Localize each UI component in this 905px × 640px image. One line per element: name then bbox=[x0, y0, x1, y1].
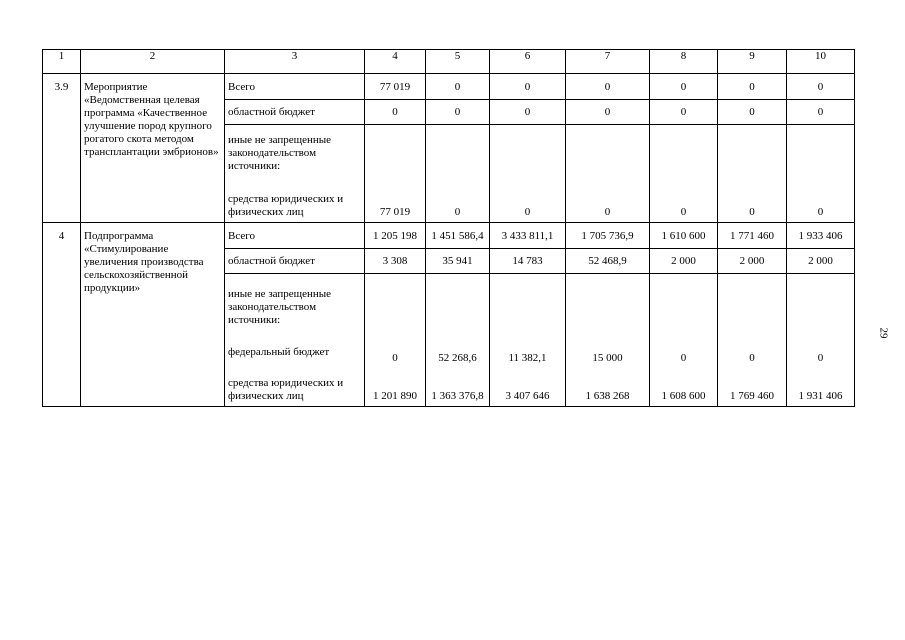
value-cell: 0 bbox=[718, 74, 787, 100]
value-cell: 52 468,9 bbox=[566, 249, 650, 274]
value-federal: 0 bbox=[392, 352, 398, 364]
header-cell: 9 bbox=[718, 50, 787, 74]
row-id: 4 bbox=[43, 223, 81, 407]
value-legal: 1 769 460 bbox=[730, 390, 774, 402]
value-federal: 52 268,6 bbox=[438, 352, 477, 364]
value-cell: 0 bbox=[566, 100, 650, 125]
value-cell bbox=[365, 274, 426, 407]
value-cell: 0 bbox=[650, 74, 718, 100]
row-name: Подпрограмма «Стимулирование увеличения производства сельскохозяйственной продукции» bbox=[81, 223, 225, 407]
value-cell: 1 771 460 bbox=[718, 223, 787, 249]
value-cell: 3 308 bbox=[365, 249, 426, 274]
value-cell: 0 bbox=[787, 125, 855, 223]
value-cell: 0 bbox=[426, 74, 490, 100]
source-label: областной бюджет bbox=[225, 100, 365, 125]
budget-table bbox=[42, 49, 855, 407]
value-legal: 1 638 268 bbox=[585, 390, 630, 402]
value-legal: 3 407 646 bbox=[505, 390, 550, 402]
value-cell: 0 bbox=[426, 100, 490, 125]
value-federal: 11 382,1 bbox=[508, 352, 547, 364]
value-federal: 15 000 bbox=[592, 352, 623, 364]
value-cell: 77 019 bbox=[365, 74, 426, 100]
value-cell bbox=[718, 274, 787, 407]
value-federal: 0 bbox=[749, 352, 755, 364]
header-cell: 6 bbox=[490, 50, 566, 74]
value-cell: 2 000 bbox=[718, 249, 787, 274]
table-row bbox=[43, 223, 855, 249]
value-cell: 0 bbox=[490, 100, 566, 125]
value-legal: 1 931 406 bbox=[798, 390, 843, 402]
value-cell: 3 433 811,1 bbox=[490, 223, 566, 249]
value-cell: 77 019 bbox=[365, 125, 426, 223]
table-row bbox=[43, 74, 855, 100]
source-label: Всего bbox=[225, 74, 365, 100]
header-cell: 8 bbox=[650, 50, 718, 74]
header-cell: 1 bbox=[43, 50, 81, 74]
value-cell: 14 783 bbox=[490, 249, 566, 274]
value-cell: 0 bbox=[718, 100, 787, 125]
header-cell: 7 bbox=[566, 50, 650, 74]
source-cell bbox=[225, 125, 365, 223]
source-label: областной бюджет bbox=[225, 249, 365, 274]
value-cell bbox=[787, 274, 855, 407]
value-cell: 0 bbox=[365, 100, 426, 125]
header-cell: 3 bbox=[225, 50, 365, 74]
value-cell: 1 705 736,9 bbox=[566, 223, 650, 249]
source-label: иные не запрещенные законодательством источники: bbox=[228, 288, 332, 326]
header-cell: 2 bbox=[81, 50, 225, 74]
value-cell: 0 bbox=[787, 74, 855, 100]
value-legal: 1 201 890 bbox=[373, 390, 417, 402]
header-cell: 4 bbox=[365, 50, 426, 74]
value-legal: 1 608 600 bbox=[661, 390, 706, 402]
value-cell: 1 933 406 bbox=[787, 223, 855, 249]
row-id: 3.9 bbox=[43, 74, 81, 223]
value-cell: 0 bbox=[566, 125, 650, 223]
source-label: иные не запрещенные законодательством источники: bbox=[228, 134, 332, 172]
value-cell: 1 205 198 bbox=[365, 223, 426, 249]
page-number: 29 bbox=[877, 327, 890, 339]
source-label: федеральный бюджет bbox=[228, 345, 330, 358]
header-cell: 5 bbox=[426, 50, 490, 74]
value-cell bbox=[426, 274, 490, 407]
header-cell: 10 bbox=[787, 50, 855, 74]
value-cell: 35 941 bbox=[426, 249, 490, 274]
value-federal: 0 bbox=[817, 352, 824, 364]
source-label: Всего bbox=[225, 223, 365, 249]
value-cell: 0 bbox=[650, 100, 718, 125]
table-header-row bbox=[43, 50, 855, 74]
value-cell: 2 000 bbox=[787, 249, 855, 274]
row-name: Мероприятие «Ведомственная целевая программа «Качественное улучшение пород крупного рогатого скота методом трансплантации эмбрионов» bbox=[81, 74, 225, 223]
value-cell: 0 bbox=[566, 74, 650, 100]
value-cell: 0 bbox=[426, 125, 490, 223]
value-cell: 0 bbox=[490, 125, 566, 223]
value-cell bbox=[566, 274, 650, 407]
value-cell bbox=[490, 274, 566, 407]
value-legal: 1 363 376,8 bbox=[431, 390, 484, 402]
value-cell: 0 bbox=[490, 74, 566, 100]
value-cell bbox=[650, 274, 718, 407]
source-label: средства юридических и физических лиц bbox=[228, 377, 344, 402]
source-cell bbox=[225, 274, 365, 407]
value-cell: 1 451 586,4 bbox=[426, 223, 490, 249]
value-cell: 0 bbox=[787, 100, 855, 125]
value-cell: 2 000 bbox=[650, 249, 718, 274]
value-cell: 1 610 600 bbox=[650, 223, 718, 249]
value-cell: 0 bbox=[718, 125, 787, 223]
value-cell: 0 bbox=[650, 125, 718, 223]
source-label: средства юридических и физических лиц bbox=[228, 193, 344, 218]
value-federal: 0 bbox=[680, 352, 687, 364]
